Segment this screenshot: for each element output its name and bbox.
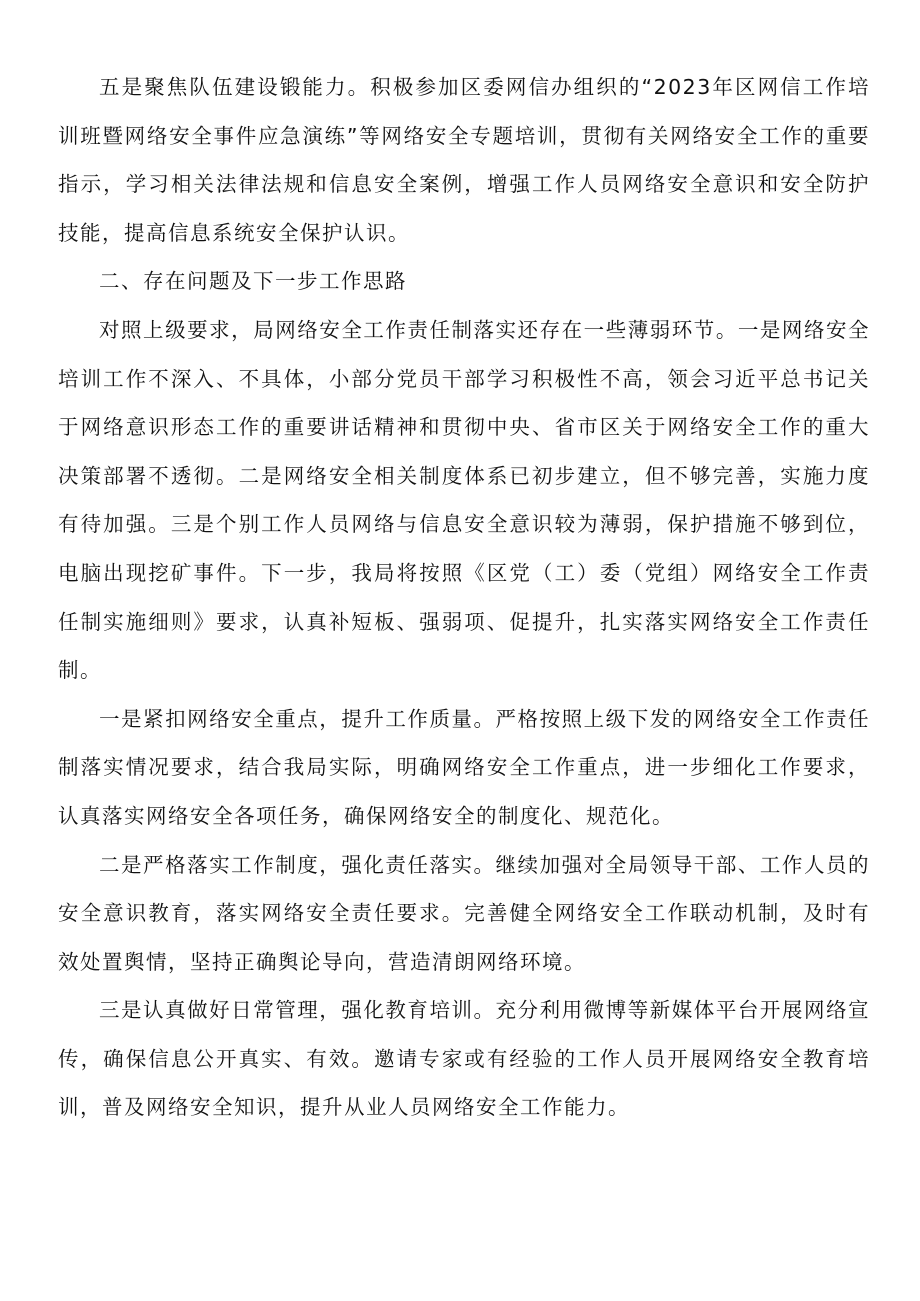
paragraph-measure-one: 一是紧扣网络安全重点，提升工作质量。严格按照上级下发的网络安全工作责任制落实情况要求，结合我局实际，明确网络安全工作重点，进一步细化工作要求，认真落实网络安全各项任务，确保网络安全的制度化、规范化。	[58, 706, 870, 828]
section-heading-problems: 二、存在问题及下一步工作思路	[99, 269, 407, 294]
paragraph-measure-three: 三是认真做好日常管理，强化教育培训。充分利用微博等新媒体平台开展网络宣传，确保信息公开真实、有效。邀请专家或有经验的工作人员开展网络安全教育培训，普及网络安全知识，提升从业人员网络安全工作能力。	[58, 998, 870, 1120]
document-body	[58, 63, 870, 1132]
paragraph-problems: 对照上级要求，局网络安全工作责任制落实还存在一些薄弱环节。一是网络安全培训工作不深入、不具体，小部分党员干部学习积极性不高，领会习近平总书记关于网络意识形态工作的重要讲话精神和贯彻中央、省市区关于网络安全工作的重大决策部署不透彻。二是网络安全相关制度体系已初步建立，但不够完善，实施力度有待加强。三是个别工作人员网络与信息安全意识较为薄弱，保护措施不够到位，电脑出现挖矿事件。下一步，我局将按照《区党（工）委（党组）网络安全工作责任制实施细则》要求，认真补短板、强弱项、促提升，扎实落实网络安全工作责任制。	[58, 317, 870, 683]
paragraph-measure-two: 二是严格落实工作制度，强化责任落实。继续加强对全局领导干部、工作人员的安全意识教育，落实网络安全责任要求。完善健全网络安全工作联动机制，及时有效处置舆情，坚持正确舆论导向，营造清朗网络环境。	[58, 852, 870, 974]
paragraph-team-building: 五是聚焦队伍建设锻能力。积极参加区委网信办组织的“2023年区网信工作培训班暨网络安全事件应急演练”等网络安全专题培训，贯彻有关网络安全工作的重要指示，学习相关法律法规和信息安全案例，增强工作人员网络安全意识和安全防护技能，提高信息系统安全保护认识。	[58, 75, 870, 245]
